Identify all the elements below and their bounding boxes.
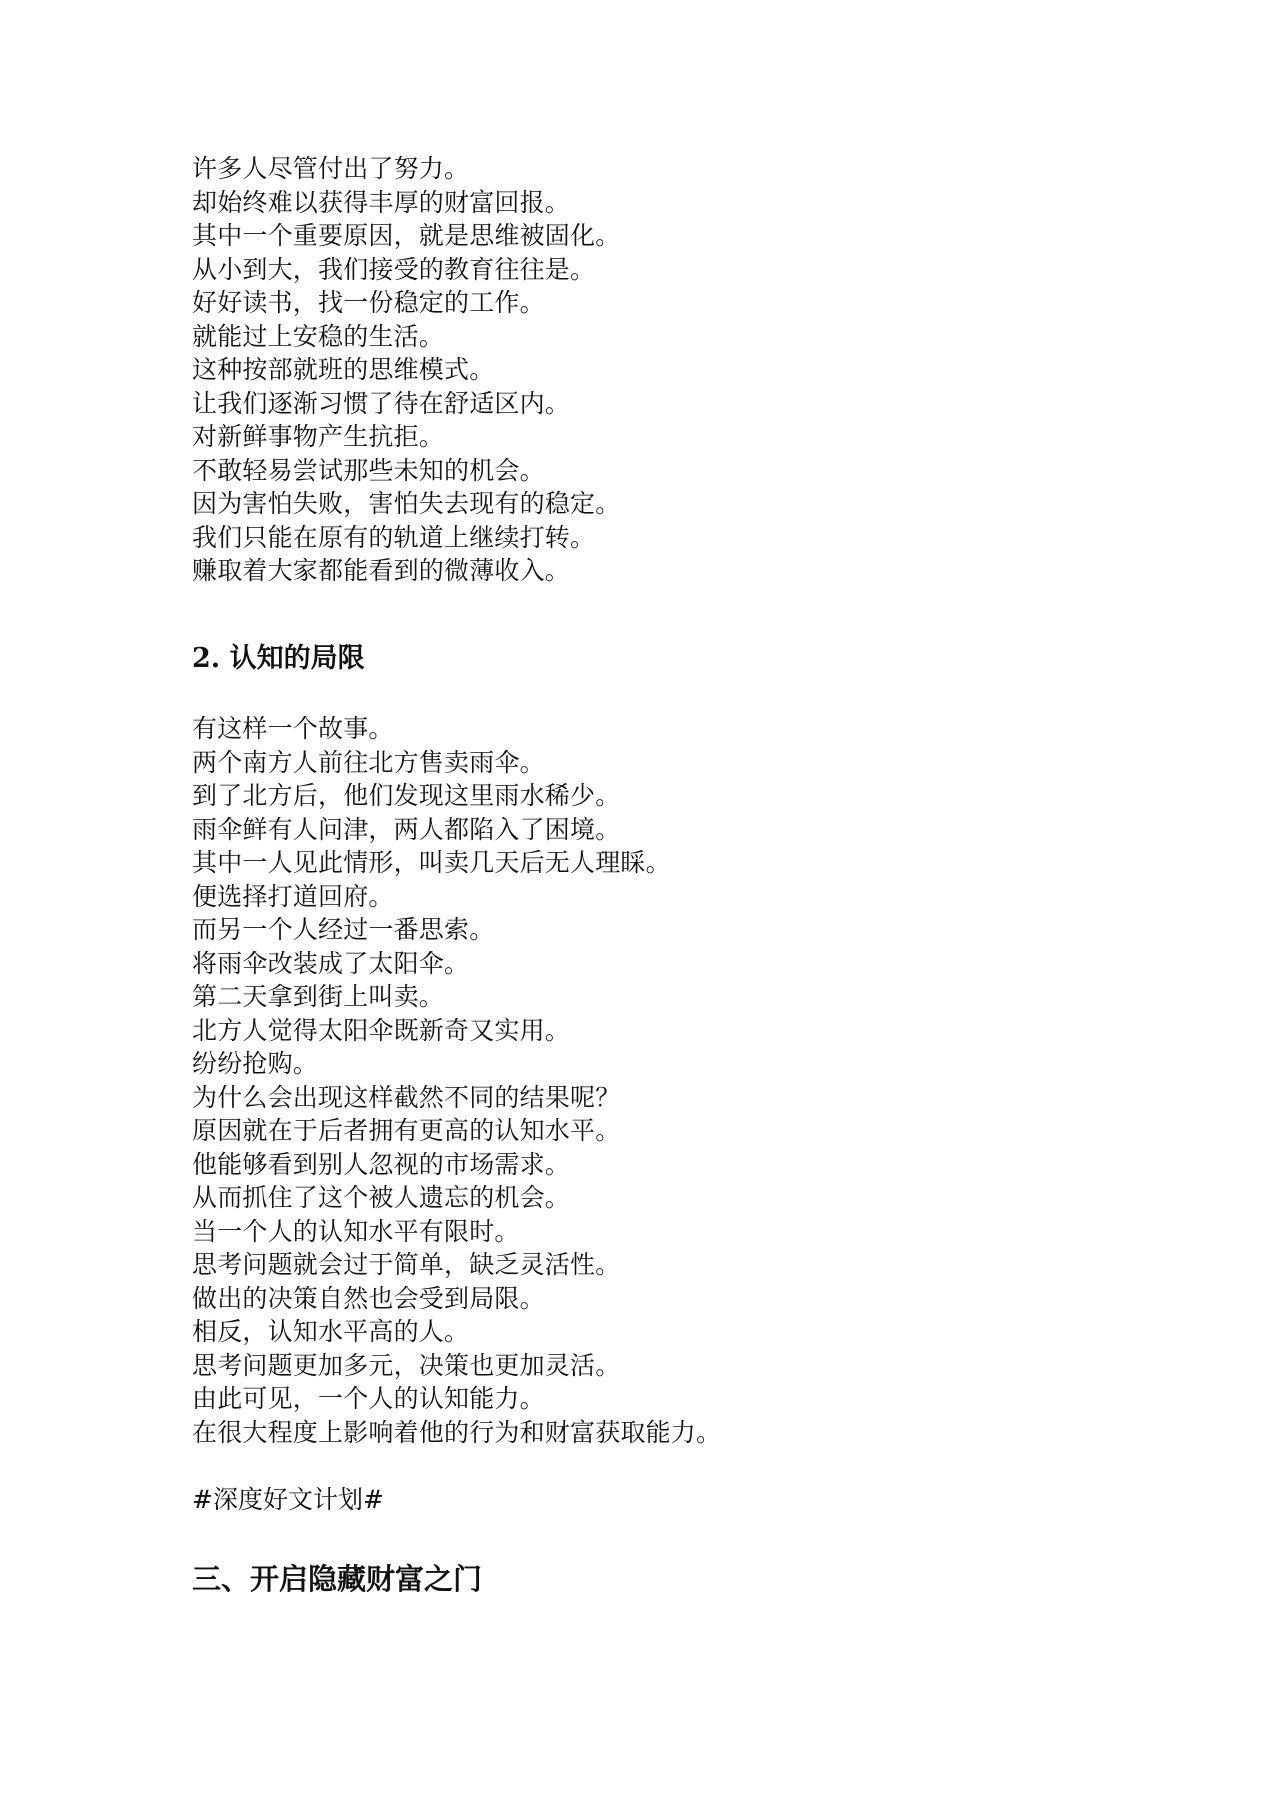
text-line: 就能过上安稳的生活。 [192,321,445,351]
text-line: 因为害怕失败，害怕失去现有的稳定。 [192,489,621,518]
text-line: 从而抓住了这个被人遗忘的机会。 [192,1183,571,1212]
paragraph-thinking-fixation [192,152,1092,588]
text-line: 而另一个人经过一番思索。 [192,915,495,944]
text-line: 到了北方后，他们发现这里雨水稀少。 [192,781,621,810]
text-line: 却始终难以获得丰厚的财富回报。 [192,187,571,217]
text-line: 第二天拿到街上叫卖。 [192,982,445,1011]
text-line: 不敢轻易尝试那些未知的机会。 [192,455,545,485]
text-line: 赚取着大家都能看到的微薄收入。 [192,556,571,585]
text-line: 原因就在于后者拥有更高的认知水平。 [192,1116,621,1145]
section-heading-cognitive-limits: 2. 认知的局限 [192,643,365,674]
text-line: 两个南方人前往北方售卖雨伞。 [192,747,545,777]
text-line: 纷纷抢购。 [192,1049,319,1078]
text-line: 在很大程度上影响着他的行为和财富获取能力。 [192,1417,722,1447]
text-line: 好好读书，找一份稳定的工作。 [192,288,545,317]
hashtag-tag: #深度好文计划# [192,1485,384,1514]
text-line: 其中一个重要原因，就是思维被固化。 [192,221,621,250]
section-heading-hidden-wealth: 三、开启隐藏财富之门 [192,1562,483,1596]
text-line: 思考问题就会过于简单，缺乏灵活性。 [192,1250,621,1279]
text-line: 我们只能在原有的轨道上继续打转。 [192,522,596,552]
text-line: 有这样一个故事。 [192,714,394,743]
text-line: 其中一人见此情形，叫卖几天后无人理睬。 [192,848,671,877]
text-line: 对新鲜事物产生抗拒。 [192,422,445,451]
text-line: 从小到大，我们接受的教育往往是。 [192,254,596,284]
text-line: 让我们逐渐习惯了待在舒适区内。 [192,388,571,418]
text-line: 相反，认知水平高的人。 [192,1317,470,1346]
text-line: 为什么会出现这样截然不同的结果呢？ [192,1082,621,1112]
text-line: 将雨伞改装成了太阳伞。 [192,948,470,978]
document-body [192,152,1092,1596]
text-line: 雨伞鲜有人问津，两人都陷入了困境。 [192,814,621,844]
text-line: 由此可见，一个人的认知能力。 [192,1384,545,1413]
text-line: 他能够看到别人忽视的市场需求。 [192,1149,571,1179]
text-line: 这种按部就班的思维模式。 [192,355,495,384]
text-line: 当一个人的认知水平有限时。 [192,1216,520,1246]
text-line: 做出的决策自然也会受到局限。 [192,1283,545,1313]
text-line: 思考问题更加多元，决策也更加灵活。 [192,1350,621,1380]
text-line: 便选择打道回府。 [192,881,394,911]
text-line: 许多人尽管付出了努力。 [192,154,470,183]
text-line: 北方人觉得太阳伞既新奇又实用。 [192,1015,571,1045]
paragraph-umbrella-story [192,712,721,1449]
